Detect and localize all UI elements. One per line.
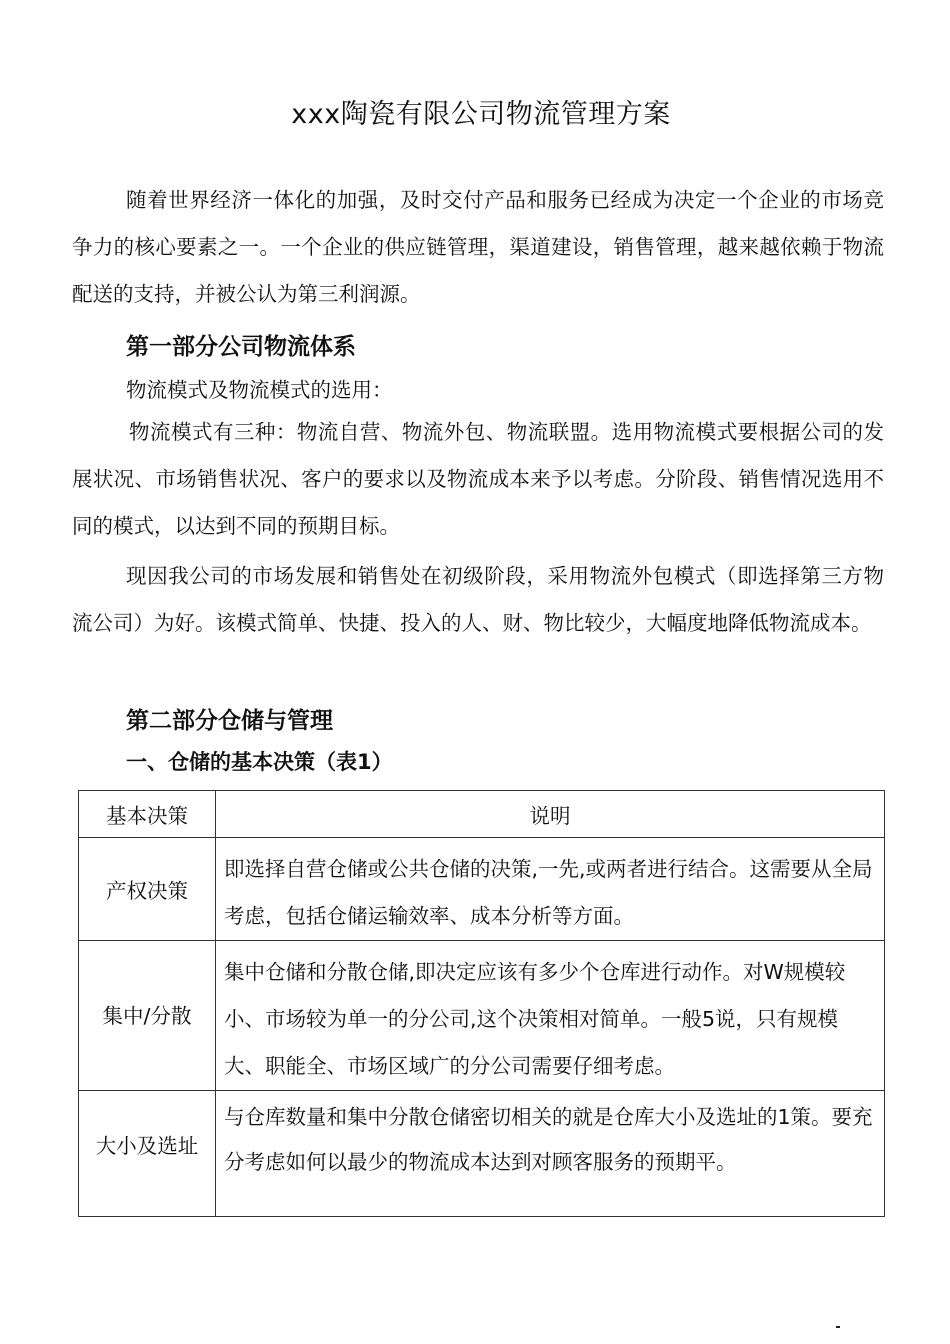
description-text: 集中仓储和分散仓储,即决定应该有多少个仓库进行动作。对W规模较小、市场较为单一的分公司,这个决策相对简单。一般5说，只有规模大、职能全、市场区域广的分公司需要仔细考虑。 bbox=[224, 960, 846, 1078]
warehouse-decision-table bbox=[78, 790, 885, 1217]
table-row bbox=[79, 838, 885, 941]
outsourcing-paragraph: 现因我公司的市场发展和销售处在初级阶段，采用物流外包模式（即选择第三方物流公司）为好。该模式简单、快捷、投入的人、财、物比较少，大幅度地降低物流成本。 bbox=[72, 564, 884, 635]
intro-paragraph: 随着世界经济一体化的加强，及时交付产品和服务已经成为决定一个企业的市场竞争力的核心要素之一。一个企业的供应链管理，渠道建设，销售管理，越来越依赖于物流配送的支持，并被公认为第三利润源。 bbox=[72, 188, 884, 306]
logistics-mode-paragraph: 物流模式有三种：物流自营、物流外包、物流联盟。选用物流模式要根据公司的发展状况、市场销售状况、客户的要求以及物流成本来予以考虑。分阶段、销售情况选用不同的模式，以达到不同的预期目标。 bbox=[72, 420, 884, 538]
description-text: 与仓库数量和集中分散仓储密切相关的就是仓库大小及选址的1策。要充分考虑如何以最少的物流成本达到对顾客服务的预期平。 bbox=[224, 1105, 873, 1174]
decision-cell: 产权决策 bbox=[79, 838, 216, 941]
document-title: xxx陶瓷有限公司物流管理方案 bbox=[291, 99, 671, 130]
description-cell bbox=[216, 838, 885, 941]
table-header-row bbox=[79, 791, 885, 838]
logistics-mode-label: 物流模式及物流模式的选用： bbox=[126, 378, 393, 402]
page-mark bbox=[836, 1326, 840, 1328]
section-heading-part2: 第二部分仓储与管理 bbox=[126, 708, 333, 734]
decision-cell: 集中/分散 bbox=[79, 941, 216, 1091]
table-row bbox=[79, 941, 885, 1091]
subsection-heading-warehouse-decisions: 一、仓储的基本决策（表1） bbox=[126, 750, 393, 774]
description-cell bbox=[216, 941, 885, 1091]
decision-cell: 大小及选址 bbox=[79, 1091, 216, 1217]
table-header-description: 说明 bbox=[216, 791, 885, 838]
description-text: 即选择自营仓储或公共仓储的决策,一先,或两者进行结合。这需要从全局考虑，包括仓储运输效率、成本分析等方面。 bbox=[224, 857, 873, 928]
table-row bbox=[79, 1091, 885, 1217]
table-header-decision: 基本决策 bbox=[79, 791, 216, 838]
section-heading-part1: 第一部分公司物流体系 bbox=[126, 334, 356, 360]
description-cell bbox=[216, 1091, 885, 1217]
